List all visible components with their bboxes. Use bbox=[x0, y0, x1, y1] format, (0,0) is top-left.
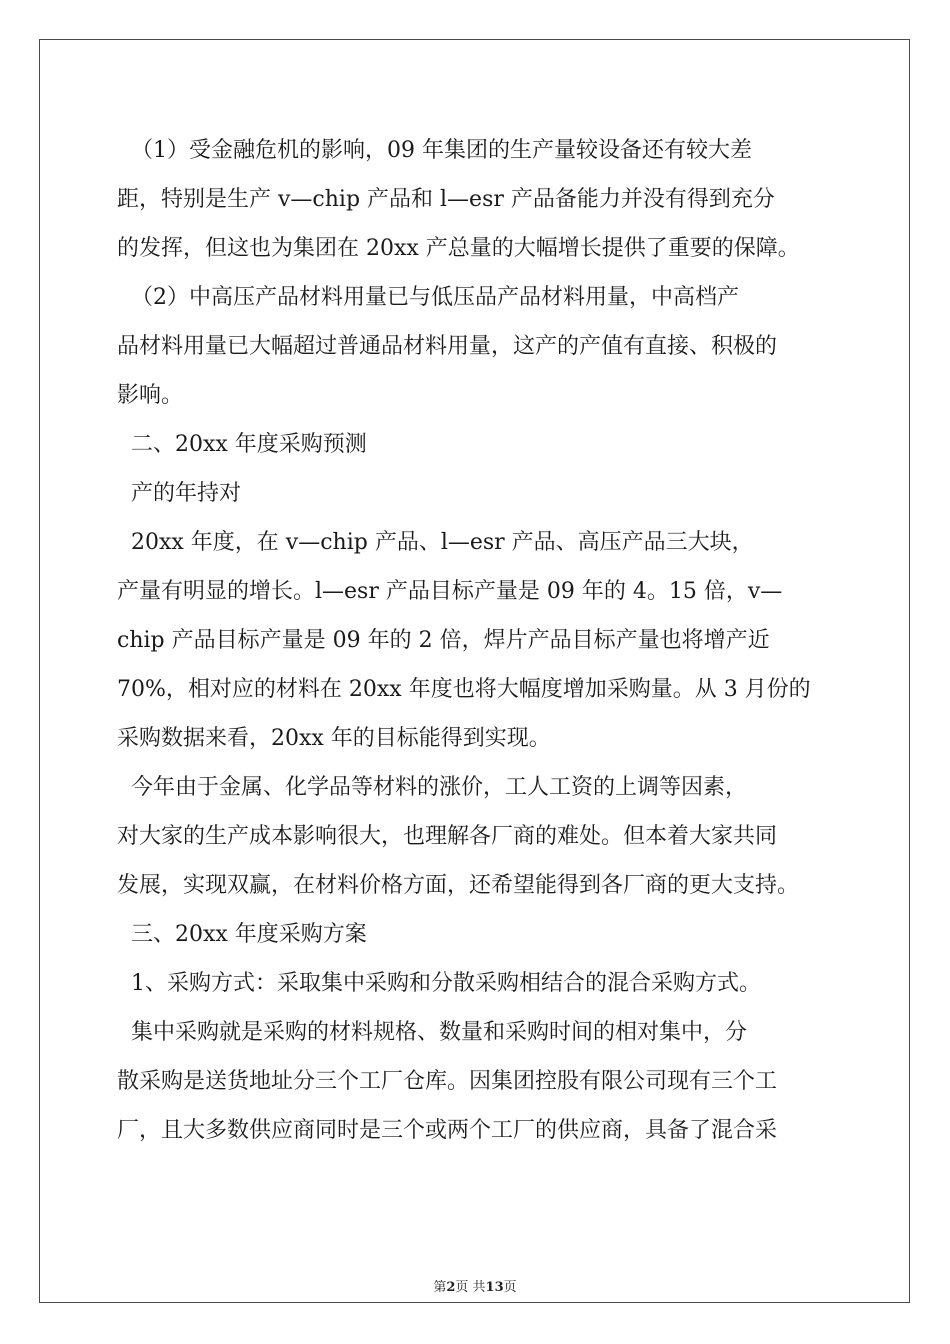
text-line: 品材料用量已大幅超过普通品材料用量，这产的产值有直接、积极的 bbox=[117, 334, 778, 359]
text-line: 集中采购就是采购的材料规格、数量和采购时间的相对集中，分 bbox=[117, 1020, 747, 1045]
text-line: 发展，实现双赢，在材料价格方面，还希望能得到各厂商的更大支持。 bbox=[117, 873, 800, 898]
text-line: 对大家的生产成本影响很大，也理解各厂商的难处。但本着大家共同 bbox=[117, 824, 778, 849]
footer-suffix: 页 bbox=[503, 1280, 517, 1295]
section-heading: 三、20xx 年度采购方案 bbox=[117, 922, 367, 947]
total-page-count: 13 bbox=[485, 1280, 504, 1295]
text-line: chip 产品目标产量是 09 年的 2 倍，焊片产品目标产量也将增产近 bbox=[117, 628, 770, 653]
text-line: 70%，相对应的材料在 20xx 年度也将大幅度增加采购量。从 3 月份的 bbox=[117, 677, 811, 702]
text-line: 产的年持对 bbox=[117, 481, 241, 506]
section-heading: 二、20xx 年度采购预测 bbox=[117, 432, 367, 457]
text-line: （1）受金融危机的影响，09 年集团的生产量较设备还有较大差 bbox=[117, 138, 752, 163]
text-line: 20xx 年度，在 v—chip 产品、l—esr 产品、高压产品三大块， bbox=[117, 530, 754, 555]
text-line: 厂，且大多数供应商同时是三个或两个工厂的供应商，具备了混合采 bbox=[117, 1118, 778, 1143]
text-line: 今年由于金属、化学品等材料的涨价，工人工资的上调等因素， bbox=[117, 775, 747, 800]
text-line: 1、采购方式：采取集中采购和分散采购相结合的混合采购方式。 bbox=[117, 971, 761, 996]
text-line: （2）中高压产品材料用量已与低压品产品材料用量，中高档产 bbox=[117, 285, 739, 310]
text-line: 散采购是送货地址分三个工厂仓库。因集团控股有限公司现有三个工 bbox=[117, 1069, 778, 1094]
document-body bbox=[117, 126, 847, 1155]
footer-mid: 页 共 bbox=[455, 1280, 486, 1295]
footer-prefix: 第 bbox=[433, 1280, 447, 1295]
text-line: 影响。 bbox=[117, 383, 184, 408]
page-footer bbox=[0, 1276, 950, 1295]
current-page-number: 2 bbox=[446, 1280, 456, 1295]
text-line: 采购数据来看，20xx 年的目标能得到实现。 bbox=[117, 726, 551, 751]
text-line: 的发挥，但这也为集团在 20xx 产总量的大幅增长提供了重要的保障。 bbox=[117, 236, 800, 261]
text-line: 距，特别是生产 v—chip 产品和 l—esr 产品备能力并没有得到充分 bbox=[117, 187, 775, 212]
text-line: 产量有明显的增长。l—esr 产品目标产量是 09 年的 4。15 倍，v— bbox=[117, 579, 783, 604]
